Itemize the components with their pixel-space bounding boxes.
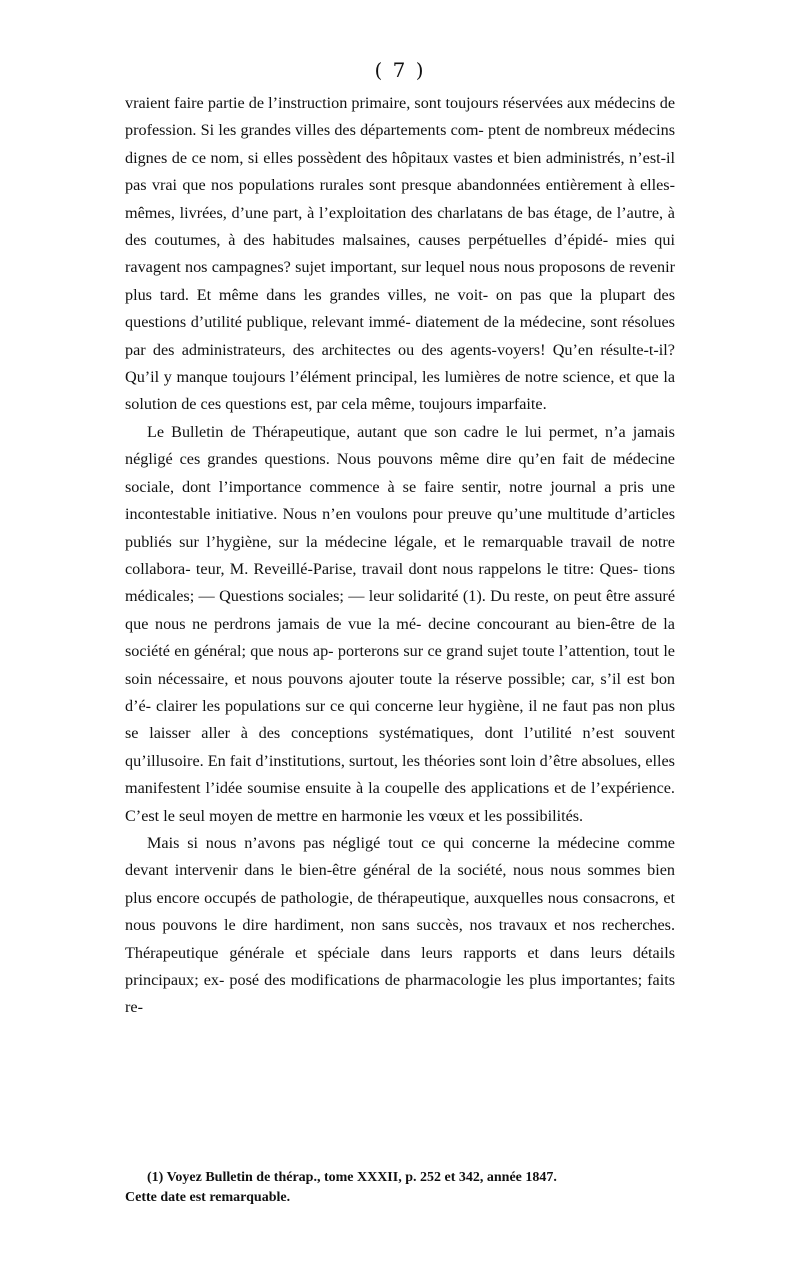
p2-line-10: decine concourant au bien-être de la société en général; que nous ap- — [125, 614, 675, 661]
p2-line-12: nous pouvons ajouter toute la réserve possible; car, s’il est bon d’é- — [125, 669, 676, 715]
p1-line-5: rurales sont presque abandonnées entièrement à elles-mêmes, livrées, — [125, 176, 675, 222]
footnote — [125, 1168, 675, 1208]
p2-line-8: tions médicales; — Questions sociales; — leur solidarité (1). Du — [125, 559, 675, 606]
p3-line-4: auxquelles nous consacrons, et nous pouvons le dire hardiment, non — [125, 888, 676, 935]
p1-line-11: diatement de la médecine, sont résolues par des administrateurs, des — [125, 313, 675, 359]
paragraph-2 — [125, 419, 675, 830]
p1-line-8: mies qui ravagent nos campagnes? sujet important, sur lequel nous nous — [125, 231, 675, 277]
p1-line-2: aux médecins de profession. Si les grandes villes des départements com- — [125, 94, 676, 140]
footnote-line-1: (1) Voyez Bulletin de thérap., tome XXXII, p. 252 et 342, année 1847. — [147, 1170, 557, 1185]
p1-line-3: ptent de nombreux médecins dignes de ce nom, si elles possèdent des — [125, 121, 675, 167]
p3-line-6: et spéciale dans leurs rapports et dans leurs détails principaux; ex- — [125, 943, 675, 989]
p2-line-17: coupelle des applications et de l’expérience. C’est le seul moyen de — [125, 779, 675, 825]
p2-line-16: sont loin d’être absolues, elles manifestent l’idée soumise ensuite à la — [125, 751, 675, 798]
p1-line-10: on pas que la plupart des questions d’utilité publique, relevant immé- — [125, 285, 675, 332]
body-text — [125, 90, 675, 1022]
p2-line-9: reste, on peut être assuré que nous ne perdrons jamais de vue la mé- — [125, 587, 675, 633]
p1-line-7: des coutumes, à des habitudes malsaines, causes perpétuelles d’épidé- — [125, 231, 616, 250]
footnote-line-2: Cette date est remarquable. — [125, 1190, 291, 1205]
p1-line-12: architectes ou des agents-voyers! Qu’en résulte-t-il? Qu’il y manque — [125, 340, 675, 387]
p1-line-1: vraient faire partie de l’instruction primaire, sont toujours réservées — [125, 94, 567, 112]
p2-line-2: n’a jamais négligé ces grandes questions. Nous pouvons même dire — [125, 422, 675, 469]
p1-line-13: toujours l’élément principal, les lumières de notre science, et que la — [232, 368, 676, 387]
p1-line-14: solution de ces questions est, par cela même, toujours imparfaite. — [125, 395, 547, 414]
p2-line-1: Le Bulletin de Thérapeutique, autant que son cadre le lui permet, — [147, 422, 605, 441]
p2-line-7: teur, M. Reveillé-Parise, travail dont nous rappelons le titre: Ques- — [195, 559, 644, 578]
p3-line-5: sans succès, nos travaux et nos recherches. Thérapeutique générale — [125, 916, 676, 962]
paragraph-1 — [125, 90, 675, 419]
p2-line-3: qu’en fait de médecine sociale, dont l’importance commence à se faire — [125, 450, 675, 496]
p3-line-2: comme devant intervenir dans le bien-être général de la société, nous — [125, 833, 675, 880]
p3-line-1: Mais si nous n’avons pas négligé tout ce qui concerne la médecine — [147, 833, 628, 852]
p2-line-5: voulons pour preuve qu’une multitude d’articles publiés sur l’hygiène, — [125, 505, 675, 551]
p2-line-11: porterons sur ce grand sujet toute l’attention, tout le soin nécessaire, et — [125, 642, 675, 688]
p3-line-3: nous sommes bien plus encore occupés de pathologie, de thérapeutique, — [125, 861, 676, 907]
page-number: ( 7 ) — [374, 58, 426, 82]
p1-line-9: proposons de revenir plus tard. Et même dans les grandes villes, ne voit- — [125, 258, 675, 304]
p2-line-13: clairer les populations sur ce qui concerne leur hygiène, il ne faut pas — [155, 696, 619, 715]
p2-line-14: non plus se laisser aller à des conceptions systématiques, dont l’utilité — [125, 696, 675, 743]
p2-line-15: n’est souvent qu’illusoire. En fait d’institutions, surtout, les théories — [125, 724, 675, 770]
p2-line-4: sentir, notre journal a pris une incontestable initiative. Nous n’en — [125, 477, 676, 524]
p3-line-7: posé des modifications de pharmacologie les plus importantes; faits re- — [125, 971, 675, 1017]
p1-line-4: hôpitaux vastes et bien administrés, n’est-il pas vrai que nos populations — [125, 148, 675, 195]
p2-line-6: sur la médecine légale, et le remarquable travail de notre collabora- — [125, 532, 675, 578]
paragraph-3 — [125, 830, 675, 1022]
p1-line-6: d’une part, à l’exploitation des charlatans de bas étage, de l’autre, à — [231, 203, 675, 222]
p2-line-18: mettre en harmonie les vœux et les possibilités. — [276, 806, 584, 825]
